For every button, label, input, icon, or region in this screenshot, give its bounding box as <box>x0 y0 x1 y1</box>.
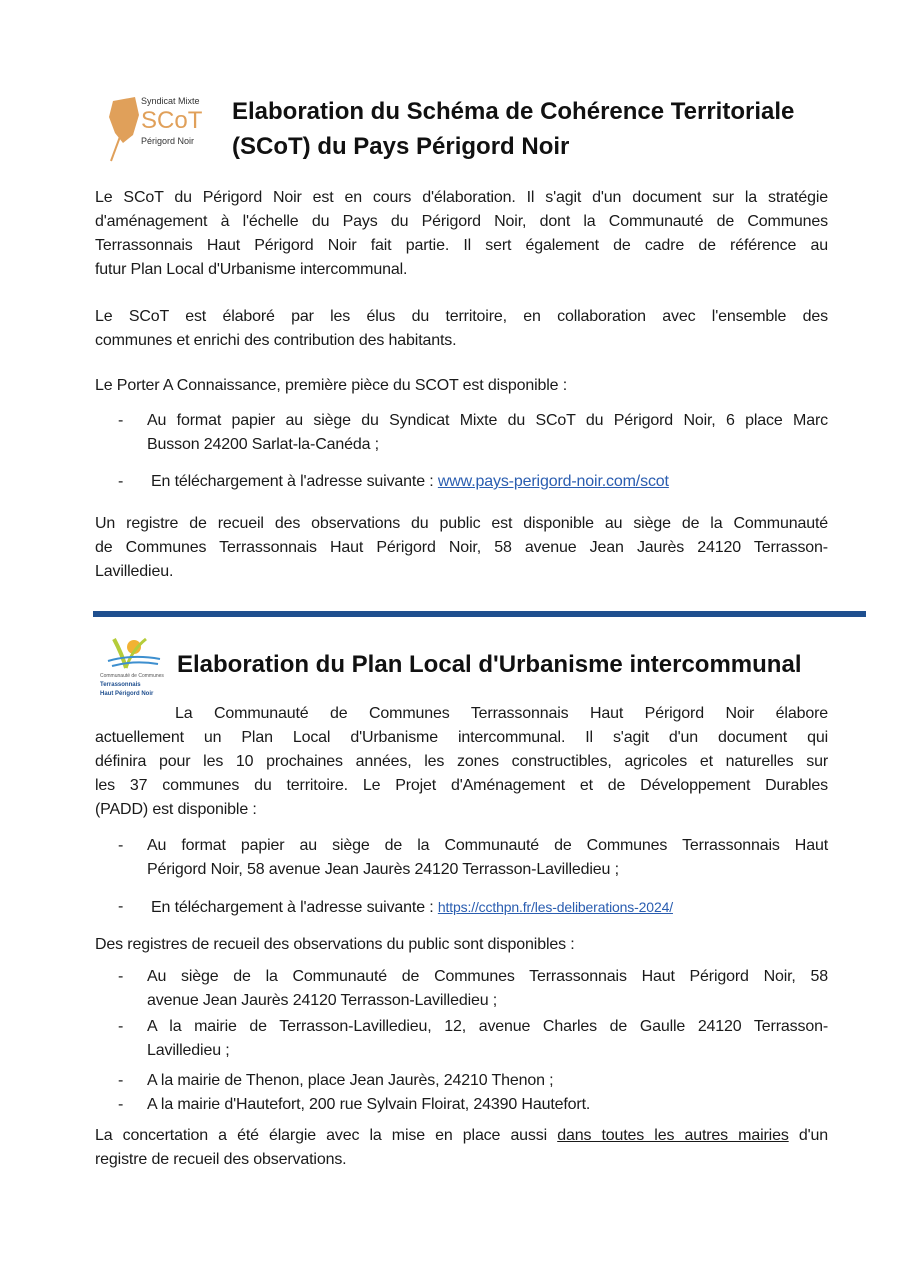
paragraph-line: (PADD) est disponible : <box>95 801 257 818</box>
section-title: Elaboration du Schéma de Cohérence Territoriale <box>232 98 795 125</box>
logo-text: Haut Périgord Noir <box>100 691 154 697</box>
logo-text: Terrassonnais <box>100 682 141 688</box>
logo-text: Communauté de Communes <box>100 673 164 679</box>
paragraph-line: La Communauté de Communes Terrassonnais Haut Périgord Noir élabore <box>175 705 828 722</box>
paragraph-line: Des registres de recueil des observations du public sont disponibles : <box>95 936 575 953</box>
bullet-dash: - <box>118 898 124 915</box>
bullet-dash: - <box>118 1096 124 1113</box>
bullet-line: avenue Jean Jaurès 24120 Terrasson-Lavilledieu ; <box>147 992 498 1009</box>
section-title: Elaboration du Plan Local d'Urbanisme intercommunal <box>177 651 802 678</box>
underlined-text: dans toutes les autres mairies <box>557 1127 789 1144</box>
paragraph-line: les 37 communes du territoire. Le Projet d'Aménagement et de Développement Durables <box>95 777 828 794</box>
logo-text: Périgord Noir <box>141 136 195 146</box>
bullet-line: Lavilledieu ; <box>147 1042 230 1059</box>
bullet-line: Au siège de la Communauté de Communes Terrassonnais Haut Périgord Noir, 58 <box>147 968 828 985</box>
sun-landscape-icon <box>102 636 162 672</box>
bullet-line: Busson 24200 Sarlat-la-Canéda ; <box>147 436 379 453</box>
bullet-line: Au format papier au siège du Syndicat Mixte du SCoT du Périgord Noir, 6 place Marc <box>147 412 828 429</box>
scot-download-link[interactable]: www.pays-perigord-noir.com/scot <box>437 473 669 490</box>
paragraph-line: Le Porter A Connaissance, première pièce du SCOT est disponible : <box>95 377 568 394</box>
paragraph-line: définira pour les 10 prochaines années, les zones constructibles, agricoles et naturelles sur <box>95 753 828 770</box>
paragraph-line: de Communes Terrassonnais Haut Périgord Noir, 58 avenue Jean Jaurès 24120 Terrasson- <box>95 539 828 556</box>
paragraph-line: d'aménagement à l'échelle du Pays du Périgord Noir, dont la Communauté de Communes <box>95 213 828 230</box>
scot-logo <box>105 95 215 169</box>
bullet-line <box>151 896 832 919</box>
bullet-text: En téléchargement à l'adresse suivante : <box>151 473 438 490</box>
paragraph-line: communes et enrichi des contribution des habitants. <box>95 332 457 349</box>
logo-text: SCoT <box>141 107 203 134</box>
bullet-dash: - <box>118 412 124 429</box>
pen-nib-icon <box>105 95 145 165</box>
paragraph-line: Lavilledieu. <box>95 563 174 580</box>
paragraph-line: Le SCoT du Périgord Noir est en cours d'élaboration. Il s'agit d'un document sur la stratégie <box>95 189 828 206</box>
bullet-line: Périgord Noir, 58 avenue Jean Jaurès 24120 Terrasson-Lavilledieu ; <box>147 861 619 878</box>
bullet-dash: - <box>118 1072 124 1089</box>
paragraph-line: Un registre de recueil des observations du public est disponible au siège de la Communauté <box>95 515 828 532</box>
paragraph-line: Terrassonnais Haut Périgord Noir fait partie. Il sert également de cadre de référence au <box>95 237 828 254</box>
bullet-dash: - <box>118 473 124 490</box>
paragraph-line <box>95 1125 828 1147</box>
bullet-line <box>151 471 832 493</box>
bullet-dash: - <box>118 1018 124 1035</box>
bullet-text: En téléchargement à l'adresse suivante : <box>151 899 438 916</box>
bullet-line: A la mairie d'Hautefort, 200 rue Sylvain Floirat, 24390 Hautefort. <box>147 1096 591 1113</box>
section-title: (SCoT) du Pays Périgord Noir <box>232 133 570 160</box>
logo-text: Syndicat Mixte <box>141 96 200 106</box>
section-divider <box>93 611 866 617</box>
paragraph-line: registre de recueil des observations. <box>95 1151 347 1168</box>
bullet-dash: - <box>118 968 124 985</box>
text: La concertation a été élargie avec la mise en place aussi <box>95 1127 558 1144</box>
text: d'un <box>788 1127 828 1144</box>
cc-logo <box>100 636 175 702</box>
bullet-line: A la mairie de Thenon, place Jean Jaurès, 24210 Thenon ; <box>147 1072 554 1089</box>
bullet-dash: - <box>118 837 124 854</box>
paragraph-line: Le SCoT est élaboré par les élus du territoire, en collaboration avec l'ensemble des <box>95 308 828 325</box>
bullet-line: A la mairie de Terrasson-Lavilledieu, 12, avenue Charles de Gaulle 24120 Terrasson- <box>147 1018 828 1035</box>
paragraph-line: actuellement un Plan Local d'Urbanisme intercommunal. Il s'agit d'un document qui <box>95 729 828 746</box>
paragraph-line: futur Plan Local d'Urbanisme intercommunal. <box>95 261 408 278</box>
bullet-line: Au format papier au siège de la Communauté de Communes Terrassonnais Haut <box>147 837 828 854</box>
plui-download-link[interactable]: https://ccthpn.fr/les-deliberations-2024/ <box>437 899 673 915</box>
